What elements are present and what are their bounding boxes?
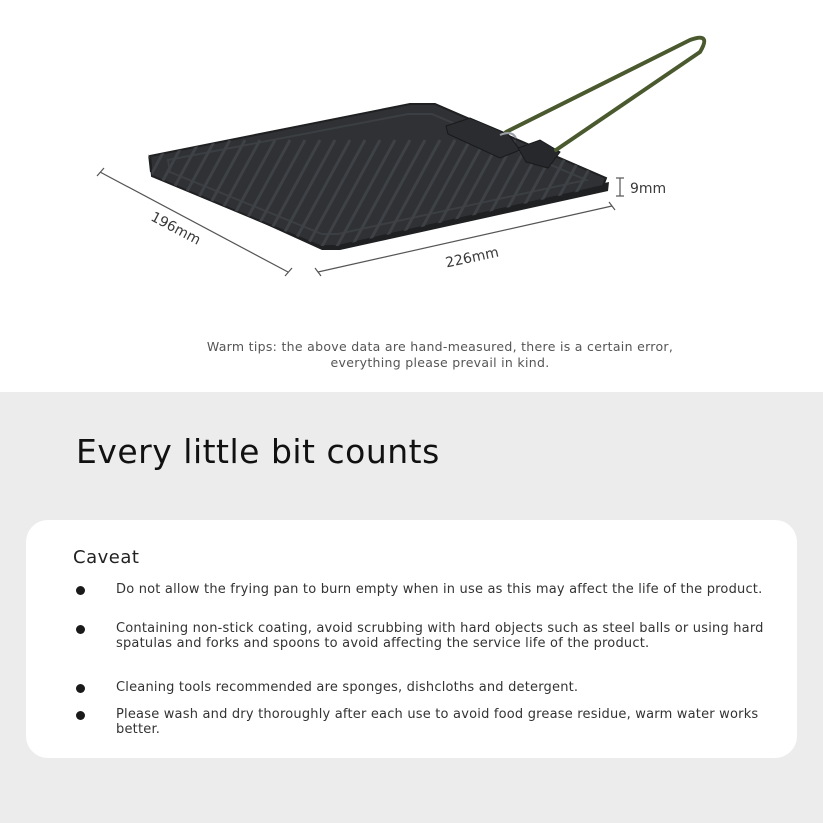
caveat-item-text: Do not allow the frying pan to burn empty when in use as this may affect the life of the product. [116, 582, 763, 597]
depth-dimension-label: 196mm [147, 209, 204, 249]
caveat-item [76, 621, 766, 651]
tips-line: everything please prevail in kind. [330, 355, 550, 370]
wire-handle [506, 38, 704, 150]
headline: Every little bit counts [76, 432, 440, 471]
width-dimension-label: 226mm [444, 244, 501, 272]
caveat-item [76, 707, 766, 737]
bullet-icon [76, 586, 85, 595]
grill-pan-dimension-illustration [0, 0, 823, 320]
bullet-icon [76, 625, 85, 634]
height-dimension-label: 9mm [630, 181, 667, 197]
caveat-title: Caveat [73, 547, 140, 568]
caveat-item [76, 680, 766, 695]
bullet-icon [76, 684, 85, 693]
caveat-item-text: Containing non-stick coating, avoid scrubbing with hard objects such as steel balls or using hard spatulas and forks and spoons to avoid affecting the service life of the product. [116, 621, 764, 651]
caveat-item [76, 582, 766, 597]
product-dimension-section [0, 0, 823, 392]
tips-line: Warm tips: the above data are hand-measured, there is a certain error, [206, 339, 674, 354]
caveat-item-text: Cleaning tools recommended are sponges, dishcloths and detergent. [116, 680, 579, 695]
grill-ridge [110, 140, 170, 250]
caveat-list [26, 520, 797, 758]
measurement-tips [90, 339, 790, 371]
caveat-item-text: Please wash and dry thoroughly after each use to avoid food grease residue, warm water works better. [116, 707, 759, 737]
bullet-icon [76, 711, 85, 720]
caveat-card [26, 520, 797, 758]
